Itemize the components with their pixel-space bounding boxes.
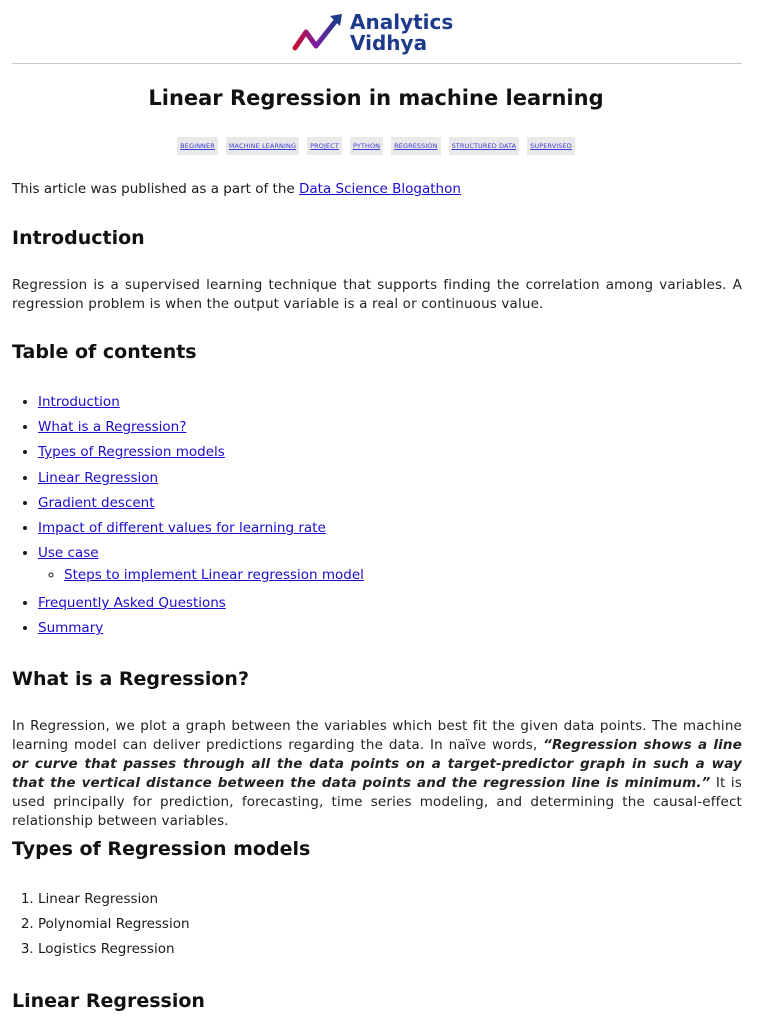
toc-item [38,494,364,519]
what-is-text-before: In Regression, we plot a graph between the variables which best fit the given data points. The machine learning model can deliver predictions regarding the data. In naïve words, [12,718,742,753]
what-is-text-after: It is used principally for prediction, forecasting, time series modeling, and determining the causal-effect relationship between variables. [12,775,742,829]
tag-project[interactable]: PROJECT [307,137,342,155]
logo-line-2: Vidhya [350,31,428,55]
tag-supervised[interactable]: SUPERVISED [527,137,575,155]
toc-link-use-case[interactable]: Use case [38,545,99,562]
toc-list [12,393,364,645]
toc-item [38,619,364,644]
toc-link-steps-to-implement[interactable]: Steps to implement Linear regression model [64,567,364,584]
logo-wordmark [350,12,453,54]
analytics-vidhya-logo[interactable] [292,11,453,55]
heading-linear-regression: Linear Regression [12,990,205,1012]
intro-paragraph: Regression is a supervised learning technique that supports finding the correlation among variables. A regression problem is when the output variable is a real or continuous value. [12,277,742,312]
toc-link-introduction[interactable]: Introduction [38,394,120,410]
toc-item [38,443,364,468]
list-item: 1. Linear Regression [38,890,190,915]
toc-sublist [38,566,364,585]
toc-link-gradient-descent[interactable]: Gradient descent [38,494,155,511]
toc-item [38,418,364,443]
tag-regression[interactable]: REGRESSION [391,137,440,155]
regression-types-list [12,890,190,965]
article-title: Linear Regression in machine learning [148,86,604,110]
list-item: 3. Logistics Regression [38,940,190,965]
tag-python[interactable]: PYTHON [350,137,383,155]
regression-definition-quote: “Regression shows a line or curve that passes through all the data points on a target-predictor graph in such a way that the vertical distance between the data points and the regression line is minimum.” [12,737,742,791]
tag-list [0,137,752,155]
toc-item [38,469,364,494]
toc-item [38,594,364,619]
toc-link-what-is-regression[interactable]: What is a Regression? [38,419,187,436]
trend-arrow-icon [292,12,344,54]
toc-link-faq[interactable]: Frequently Asked Questions [38,595,226,612]
published-prefix: This article was published as a part of the [12,181,299,197]
logo-line-1: Analytics [350,10,454,34]
heading-introduction: Introduction [12,227,145,249]
toc-subitem [64,566,364,585]
toc-link-types-of-regression[interactable]: Types of Regression models [38,444,225,461]
published-note [12,181,461,197]
toc-item [38,393,364,418]
header-divider [12,63,742,64]
list-item: 2. Polynomial Regression [38,915,190,940]
blogathon-link[interactable]: Data Science Blogathon [299,181,461,197]
toc-link-summary[interactable]: Summary [38,620,104,637]
tag-machine-learning[interactable]: MACHINE LEARNING [226,137,299,155]
toc-link-learning-rate[interactable]: Impact of different values for learning rate [38,519,326,536]
toc-link-linear-regression[interactable]: Linear Regression [38,469,159,486]
toc-item [38,519,364,544]
tag-beginner[interactable]: BEGINNER [177,137,218,155]
heading-what-is-regression: What is a Regression? [12,668,249,690]
what-is-paragraph [12,717,742,831]
site-header [0,0,768,64]
toc-item [38,544,364,594]
tag-structured-data[interactable]: STRUCTURED DATA [449,137,520,155]
heading-table-of-contents: Table of contents [12,341,197,363]
heading-types-of-regression: Types of Regression models [12,838,311,860]
